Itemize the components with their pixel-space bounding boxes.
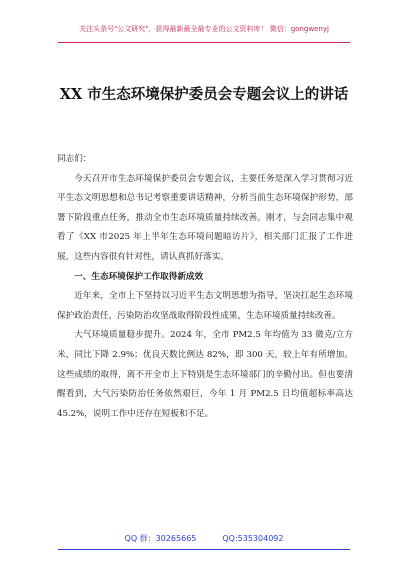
paragraph-air-quality: 大气环境质量稳步提升。2024 年，全市 PM2.5 年均值为 33 微克/立方米，同比下降 2.9%；优良天数比例达 82%，即 300 天，较上年有所增加。这些成绩的取得，离不开全市上下特别是生态环境部门的辛勤付出。但也要清醒看到，大气污染防治任务依然艰巨，今年 1 月 PM2.5 日均值超标率高达 45.2%，说明工作中还存在短板和不足。 [57,330,353,419]
paragraph-intro: 今天召开市生态环境保护委员会专题会议，主要任务是深入学习贯彻习近平生态文明思想和总书记考察重要讲话精神，分析当前生态环境保护形势，部署下阶段重点任务，推动全市生态环境质量持续改善。刚才，与会同志集中观看了《XX 市2025 年上半年生态环境问题暗访片》，相关部门汇报了工作进展，这些内容很有针对性，请认真抓好落实。 [57,173,353,262]
salutation: 同志们： [57,154,92,164]
qq-text: QQ:535304092 [222,534,284,543]
document-title: XX 市生态环境保护委员会专题会议上的讲话 [59,86,349,103]
section-heading: 一、生态环境保护工作取得新成效 [74,271,204,282]
footer-divider [58,549,350,550]
contact-footer [0,533,408,544]
header-divider [58,42,350,43]
document-body [57,150,353,424]
paragraph-overview: 近年来，全市上下坚持以习近平生态文明思想为指导，坚决扛起生态环境保护政治责任，污染防治攻坚战取得阶段性成果，生态环境质量持续改善。 [57,291,353,321]
promo-header: 关注头条号"公文研究"，获得最新最全最专业的公文资料库！ 微信：gongwenyj [79,25,329,33]
qq-group-text: QQ 群：30265665 [124,534,197,543]
